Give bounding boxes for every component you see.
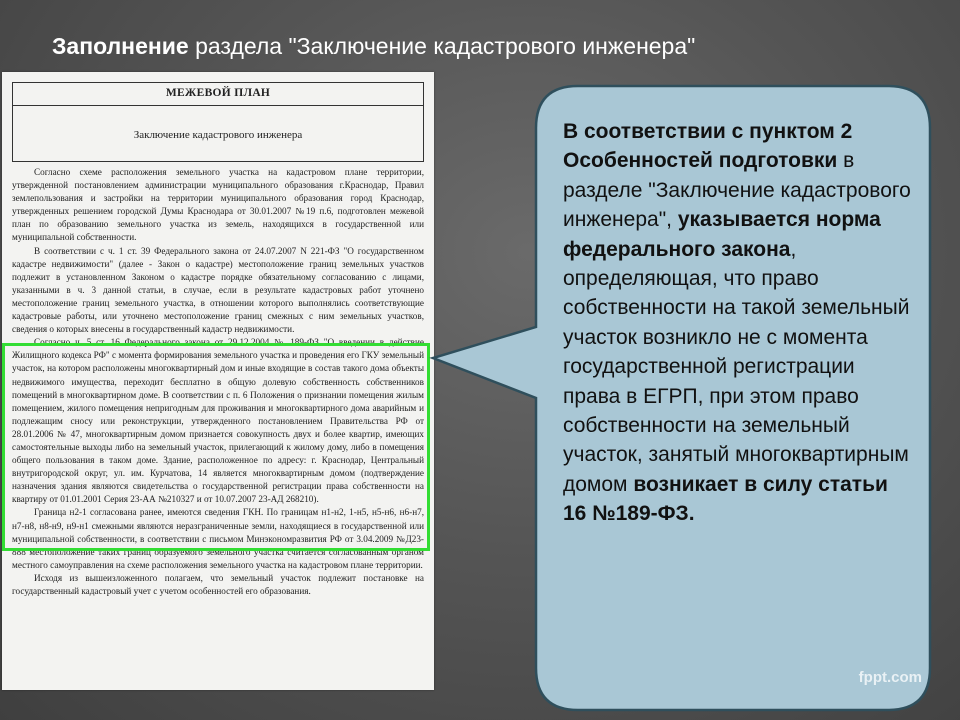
- callout-text-bold-1: В соответствии с пунктом 2 Особенностей подготовки: [563, 120, 853, 173]
- callout-text: [563, 117, 913, 529]
- document-header-subtitle: Заключение кадастрового инженера: [133, 129, 303, 141]
- document-paragraph: Согласно схеме расположения земельного участка на кадастровом плане территории, утвержденной постановлением администрации муниципального образования г.Краснодар, Правил землепользования и застройки на территории муниципального образования город Краснодар, утвержденных решением городской Думы Краснодара от 30.01.2007 №19 п.6, подготовлен межевой план по образованию земельного участка из земель, находящихся в государственной или муниципальной собственности.: [12, 167, 424, 243]
- callout-text-plain-2: , определяющая, что право собственности на такой земельный участок возникло не с момента государственной регистрации права в ЕГРП, при этом право собственности на земельный участок, занятый многоквартирным домом: [563, 237, 910, 496]
- watermark-logo: fppt.com: [858, 669, 922, 686]
- document-paragraph: Граница н2-1 согласована ранее, имеются сведения ГКН. По границам н1-н2, 1-н5, н5-н6, н6-н7, н7-н8, н8-н9, н9-н1 смежными являются неразграниченные земли, находящиеся в государственной или муниципальной собственности, в соответствии с письмом Минэкономразвития РФ от 3.04.2009 №Д23-888 местоположение таких границ образуемого земельного участка считается согласованным органом местного самоуправления на схеме расположения земельного участка на кадастровом плане территории.: [12, 507, 424, 570]
- slide-title-bold: Заполнение: [52, 33, 189, 59]
- document-paragraph: В соответствии с ч. 1 ст. 39 Федерального закона от 24.07.2007 N 221-ФЗ "О государственном кадастре недвижимости" (далее - Закон о кадастре) местоположение границ земельных участков подлежит в установленном Законом о кадастре порядке обязательному согласованию с лицами, указанными в ч. 3 данной статьи, в случае, если в результате кадастровых работ уточнено местоположение границ земельного участка, в отношении которого выполнялись соответствующие кадастровые работы, или уточнено местоположение границ смежных с ним земельных участков, сведения о которых внесены в государственный кадастр недвижимости.: [12, 245, 424, 335]
- callout-text-bold-2: указывается норма федерального закона: [563, 208, 881, 261]
- document-header-title: МЕЖЕВОЙ ПЛАН: [165, 87, 271, 99]
- callout-text-bold-3: возникает в силу статьи 16 №189-ФЗ.: [563, 472, 888, 526]
- slide-title-rest: раздела "Заключение кадастрового инженера": [188, 33, 696, 59]
- document-paragraph-highlighted: Согласно ч. 5 ст. 16 Федерального закона от 29.12.2004 № 189-ФЗ "О введении в действие Жилищного кодекса РФ" с момента формирования земельного участка и проведения его ГКУ земельный участок, на котором расположены многоквартирный дом и иные входящие в состав такого дома объекты недвижимого имущества, переходит бесплатно в общую долевую собственность собственников помещений в многоквартирном доме. В соответствии с п. 6 Положения о признании помещения жилым помещением, жилого помещения непригодным для проживания и многоквартирного дома аварийным и подлежащим сносу или реконструкции, утвержденного постановлением Правительства РФ от 28.01.2006 № 47, многоквартирным домом признается совокупность двух и более квартир, имеющих самостоятельные выходы либо на земельный участок, прилегающий к жилому дому, либо в помещения общего пользования в таком доме. Здание, расположенное по адресу: г. Краснодар, Центральный внутригородской округ, ул. им. Курчатова, 14 является многоквартирным домом (подтверждение назначения здания являются свидетельства о государственной регистрации права собственности на квартиру от 01.01.2001 Серия 23-АА №210327 и от 10.07.2007 23-АД 268210).: [12, 337, 424, 505]
- callout-text-plain-1: в разделе "Заключение кадастрового инженера",: [563, 149, 911, 232]
- document-paragraph: Исходя из вышеизложенного полагаем, что земельный участок подлежит постановке на государственный кадастровый учет с учетом особенностей его образования.: [12, 572, 424, 596]
